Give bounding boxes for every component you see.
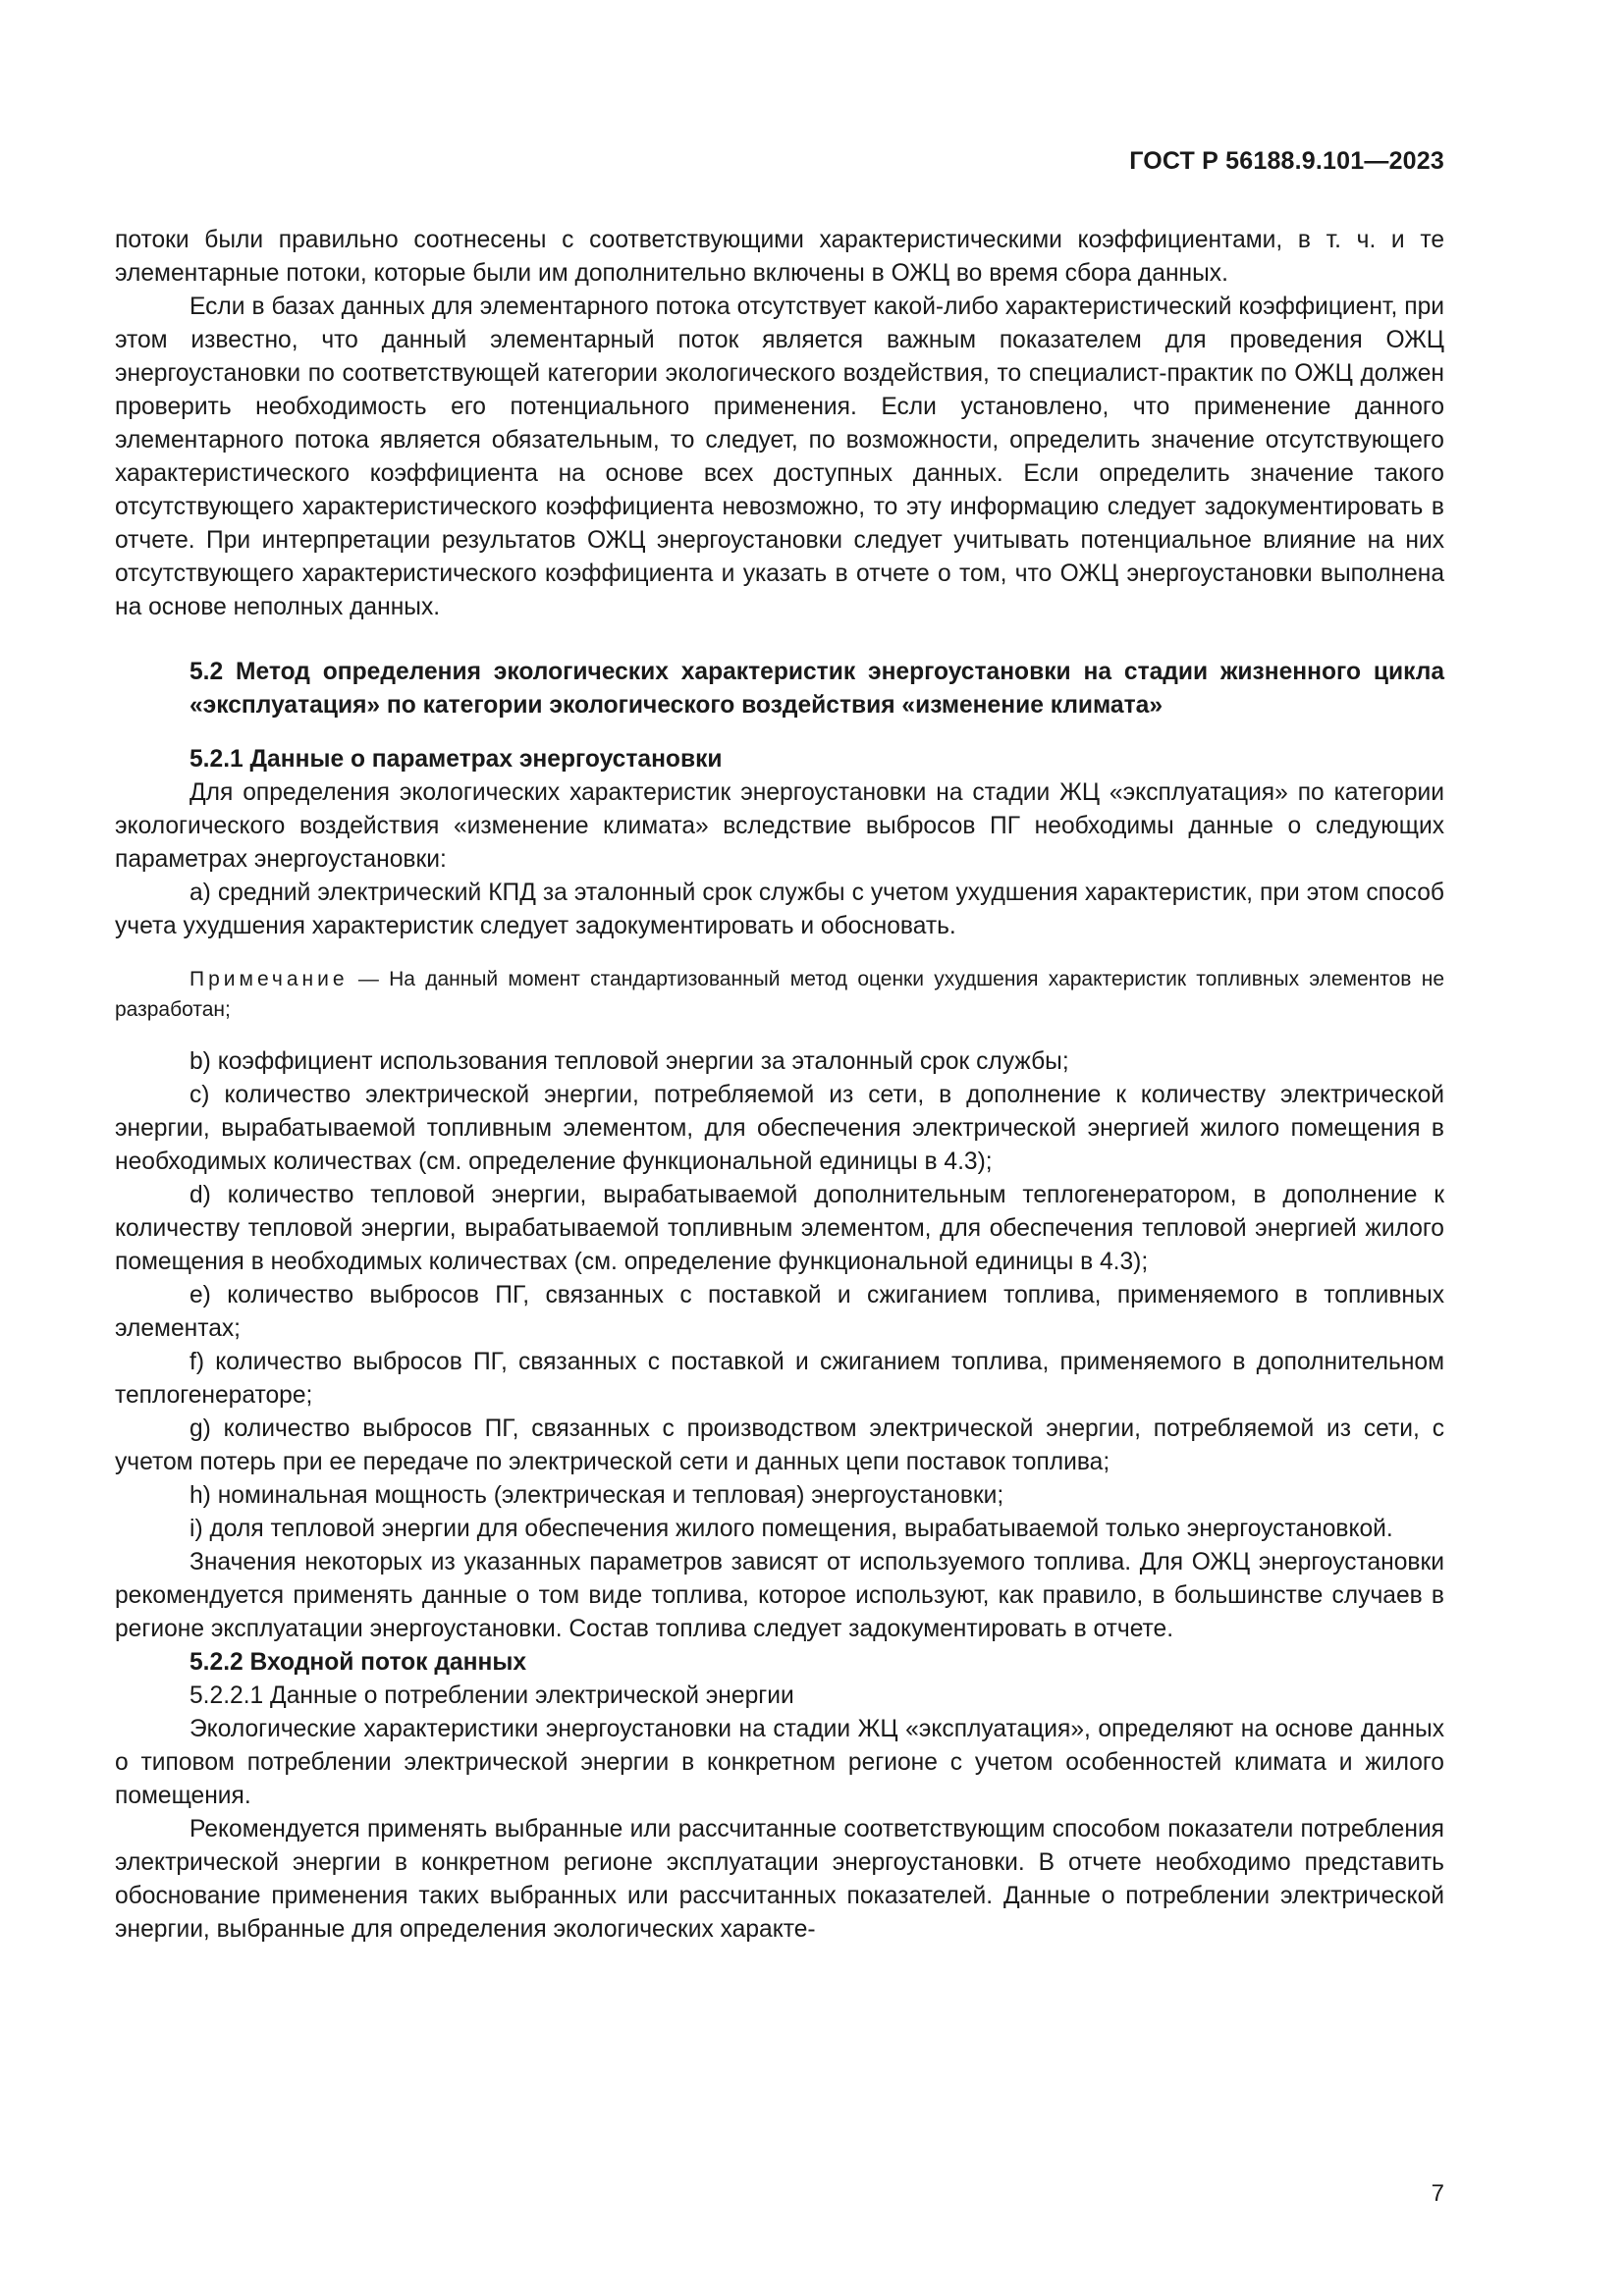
- list-item-c: c) количество электрической энергии, потребляемой из сети, в дополнение к количеству электрической энергии, вырабатываемой топливным элементом, для обеспечения электрической энергией жилого помещения в необходимых количествах (см. определение функциональной единицы в 4.3);: [115, 1082, 1444, 1175]
- subsection-heading-5-2-1: 5.2.1 Данные о параметрах энергоустановки: [189, 746, 723, 773]
- list-item-a: a) средний электрический КПД за эталонный срок службы с учетом ухудшения характеристик, при этом способ учета ухудшения характеристик следует задокументировать и обосновать.: [115, 880, 1444, 939]
- paragraph-parameters-intro: Для определения экологических характеристик энергоустановки на стадии ЖЦ «эксплуатация» по категории экологического воздействия «изменение климата» вследствие выбросов ПГ необходимы данные о следующих параметрах энергоустановки:: [115, 779, 1444, 873]
- note: [115, 964, 1444, 1025]
- list-item-i: i) доля тепловой энергии для обеспечения жилого помещения, вырабатываемой только энергоустановкой.: [189, 1516, 1393, 1542]
- list-item-e: e) количество выбросов ПГ, связанных с поставкой и сжиганием топлива, применяемого в топливных элементах;: [115, 1282, 1444, 1342]
- section-heading-5-2: 5.2 Метод определения экологических характеристик энергоустановки на стадии жизненного цикла «эксплуатация» по категории экологического воздействия «изменение климата»: [189, 659, 1444, 719]
- paragraph-recommended-indicators: Рекомендуется применять выбранные или рассчитанные соответствующим способом показатели потребления электрической энергии в конкретном регионе эксплуатации энергоустановки. В отчете необходимо представить обоснование применения таких выбранных или рассчитанных показателей. Данные о потреблении электрической энергии, выбранные для определения экологических характе-: [115, 1816, 1444, 1943]
- list-item-b: b) коэффициент использования тепловой энергии за эталонный срок службы;: [189, 1048, 1069, 1075]
- list-item-g: g) количество выбросов ПГ, связанных с производством электрической энергии, потребляемой из сети, с учетом потерь при ее передаче по электрической сети и данных цепи поставок топлива;: [115, 1415, 1444, 1475]
- document-id-header: ГОСТ Р 56188.9.101—2023: [1129, 147, 1444, 175]
- subsection-heading-5-2-2: 5.2.2 Входной поток данных: [189, 1649, 527, 1676]
- list-item-d: d) количество тепловой энергии, вырабатываемой дополнительным теплогенератором, в дополнение к количеству тепловой энергии, вырабатываемой топливным элементом, для обеспечения тепловой энергией жилого помещения в необходимых количествах (см. определение функциональной единицы в 4.3);: [115, 1182, 1444, 1275]
- paragraph-missing-coefficient: Если в базах данных для элементарного потока отсутствует какой-либо характеристический коэффициент, при этом известно, что данный элементарный поток является важным показателем для проведения ОЖЦ энергоустановки по соответствующей категории экологического воздействия, то специалист-практик по ОЖЦ должен проверить необходимость его потенциального применения. Если установлено, что применение данного элементарного потока является обязательным, то следует, по возможности, определить значение отсутствующего характеристического коэффициента на основе всех доступных данных. Если определить значение такого отсутствующего характеристического коэффициента невозможно, то эту информацию следует задокументировать в отчете. При интерпретации результатов ОЖЦ энергоустановки следует учитывать потенциальное влияние на них отсутствующего характеристического коэффициента и указать в отчете о том, что ОЖЦ энергоустановки выполнена на основе неполных данных.: [115, 294, 1444, 620]
- note-text: — На данный момент стандартизованный метод оценки ухудшения характеристик топливных элементов не разработан;: [115, 968, 1444, 1021]
- paragraph-continued: потоки были правильно соотнесены с соответствующими характеристическими коэффициентами, в т. ч. и те элементарные потоки, которые были им дополнительно включены в ОЖЦ во время сбора данных.: [115, 227, 1444, 287]
- list-item-h: h) номинальная мощность (электрическая и тепловая) энергоустановки;: [189, 1482, 1004, 1509]
- list-item-f: f) количество выбросов ПГ, связанных с поставкой и сжиганием топлива, применяемого в дополнительном теплогенераторе;: [115, 1349, 1444, 1409]
- subsection-heading-5-2-2-1: 5.2.2.1 Данные о потреблении электрической энергии: [189, 1682, 794, 1709]
- paragraph-electricity-consumption: Экологические характеристики энергоустановки на стадии ЖЦ «эксплуатация», определяют на основе данных о типовом потреблении электрической энергии в конкретном регионе с учетом особенностей климата и жилого помещения.: [115, 1716, 1444, 1809]
- page-number: 7: [1431, 2180, 1444, 2207]
- paragraph-fuel-dependence: Значения некоторых из указанных параметров зависят от используемого топлива. Для ОЖЦ энергоустановки рекомендуется применять данные о том виде топлива, которое используют, как правило, в большинстве случаев в регионе эксплуатации энергоустановки. Состав топлива следует задокументировать в отчете.: [115, 1549, 1444, 1642]
- note-label: Примечание: [189, 968, 349, 990]
- document-body: [115, 224, 1444, 1947]
